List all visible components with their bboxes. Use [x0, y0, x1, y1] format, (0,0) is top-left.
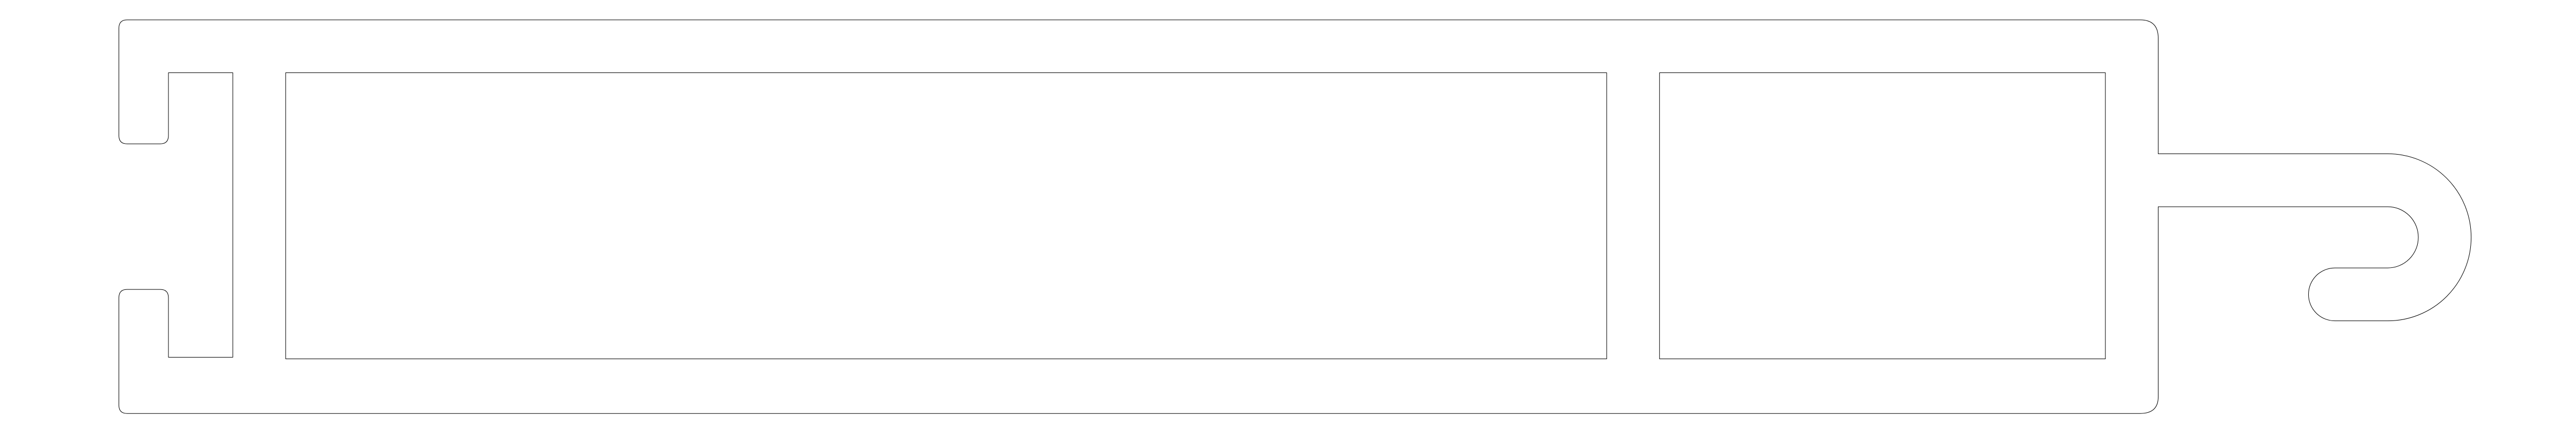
- outer-profile-outline: [119, 20, 2471, 413]
- center-large-chamber: [286, 73, 1607, 359]
- right-chamber: [1659, 73, 2105, 359]
